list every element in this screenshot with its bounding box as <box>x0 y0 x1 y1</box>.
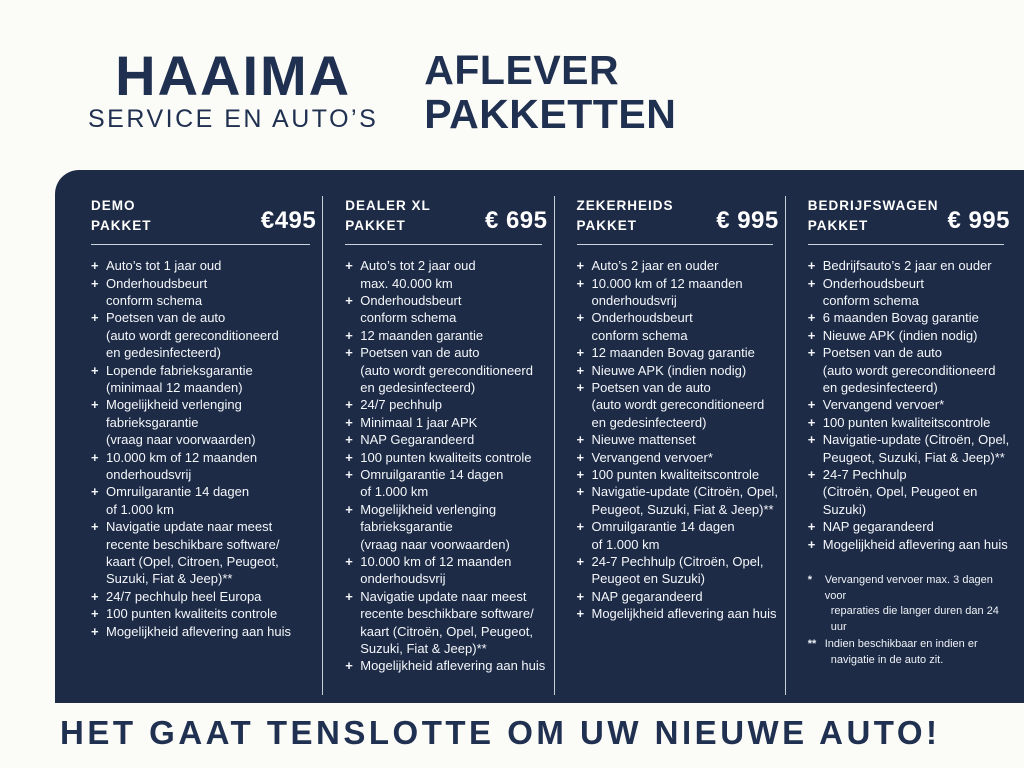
footnote-marker: * <box>807 574 813 587</box>
feature-text: Omruilgarantie 14 dagen of 1.000 km <box>360 467 504 500</box>
feature-text: Nieuwe APK (indien nodig) <box>822 327 978 343</box>
feature-text: 100 punten kwaliteits controle <box>360 449 532 465</box>
feature-item <box>91 362 316 397</box>
package-header <box>808 196 1010 235</box>
feature-text: Mogelijkheid aflevering aan huis <box>822 536 1008 552</box>
plus-marker: + <box>345 554 353 570</box>
feature-text: Mogelijkheid aflevering aan huis <box>591 606 777 622</box>
page-header <box>88 44 677 138</box>
logo-sub-text: SERVICE EN AUTO’S <box>88 105 379 133</box>
feature-item <box>808 309 1010 326</box>
plus-marker: + <box>345 414 353 430</box>
feature-item <box>91 518 316 588</box>
package-name: ZEKERHEIDS PAKKET <box>576 198 674 233</box>
plus-marker: + <box>807 327 816 343</box>
plus-marker: + <box>807 414 816 430</box>
feature-item <box>345 327 547 344</box>
plus-marker: + <box>576 379 585 395</box>
package-column <box>785 196 1016 695</box>
plus-marker: + <box>91 310 99 326</box>
plus-marker: + <box>807 258 816 274</box>
package-underline <box>577 244 773 245</box>
plus-marker: + <box>576 588 585 604</box>
package-underline <box>808 244 1004 245</box>
feature-text: Onderhoudsbeurt conform schema <box>822 275 924 308</box>
plus-marker: + <box>576 484 585 500</box>
plus-marker: + <box>345 345 353 361</box>
footnote <box>808 637 1010 668</box>
feature-item <box>808 327 1010 344</box>
package-header <box>91 196 316 235</box>
plus-marker: + <box>807 432 816 448</box>
feature-item <box>345 588 547 658</box>
plus-marker: + <box>91 623 99 639</box>
plus-marker: + <box>807 519 816 535</box>
feature-item <box>808 414 1010 431</box>
plus-marker: + <box>345 292 353 308</box>
feature-item <box>91 396 316 448</box>
plus-marker: + <box>576 554 585 570</box>
feature-text: Vervangend vervoer* <box>591 449 713 465</box>
footnote-text: Indien beschikbaar en indien er navigatie in de auto zit. <box>824 638 978 666</box>
feature-text: 24-7 Pechhulp (Citroën, Opel, Peugeot en Suzuki) <box>822 467 978 517</box>
page-title-line2: PAKKETTEN <box>424 91 677 138</box>
plus-marker: + <box>576 362 585 378</box>
feature-item <box>345 414 547 431</box>
feature-item <box>808 257 1010 274</box>
page-title-line1: AFLEVER <box>424 47 620 93</box>
feature-text: 10.000 km of 12 maanden onderhoudsvrij <box>591 275 743 308</box>
plus-marker: + <box>807 275 816 291</box>
feature-text: 24/7 pechhulp <box>360 397 442 413</box>
feature-text: 100 punten kwaliteitscontrole <box>822 414 991 430</box>
packages-panel <box>55 170 1024 703</box>
package-header <box>345 196 547 235</box>
feature-text: NAP gegarandeerd <box>591 588 703 604</box>
plus-marker: + <box>576 258 585 274</box>
feature-item <box>91 257 316 274</box>
footnote-marker: ** <box>807 638 817 651</box>
feature-text: 10.000 km of 12 maanden onderhoudsvrij <box>106 449 258 482</box>
feature-item <box>345 344 547 396</box>
feature-item <box>577 605 779 622</box>
feature-item <box>577 449 779 466</box>
feature-text: NAP Gegarandeerd <box>360 432 475 448</box>
feature-text: Mogelijkheid aflevering aan huis <box>360 658 546 674</box>
plus-marker: + <box>345 467 353 482</box>
plus-marker: + <box>91 397 99 413</box>
feature-item <box>91 483 316 518</box>
feature-item <box>577 257 779 274</box>
plus-marker: + <box>576 310 585 326</box>
haaima-logo <box>88 44 379 134</box>
plus-marker: + <box>345 501 353 517</box>
feature-text: Onderhoudsbeurt conform schema <box>591 310 693 343</box>
feature-item <box>577 483 779 518</box>
package-underline <box>345 244 541 245</box>
feature-item <box>808 344 1010 396</box>
package-feature-list <box>91 257 316 640</box>
plus-marker: + <box>807 536 816 552</box>
feature-text: Omruilgarantie 14 dagen of 1.000 km <box>106 484 250 517</box>
package-column <box>322 196 553 695</box>
feature-text: Bedrijfsauto’s 2 jaar en ouder <box>822 258 992 274</box>
feature-item <box>345 257 547 292</box>
feature-text: Mogelijkheid verlenging fabrieksgarantie (vraag naar voorwaarden) <box>360 501 510 552</box>
package-price: € 695 <box>484 207 548 235</box>
package-price: € 995 <box>947 207 1010 235</box>
plus-marker: + <box>576 275 585 291</box>
plus-marker: + <box>345 588 353 604</box>
feature-item <box>577 379 779 431</box>
package-feature-list <box>808 257 1010 553</box>
plus-marker: + <box>91 484 99 500</box>
feature-text: Poetsen van de auto (auto wordt gereconditioneerd en gedesinfecteerd) <box>822 345 996 395</box>
feature-text: 10.000 km of 12 maanden onderhoudsvrij <box>360 554 512 587</box>
plus-marker: + <box>576 467 585 482</box>
plus-marker: + <box>345 397 353 413</box>
feature-text: Nieuwe mattenset <box>591 432 696 448</box>
package-underline <box>91 244 310 245</box>
feature-text: Poetsen van de auto (auto wordt gereconditioneerd en gedesinfecteerd) <box>360 345 533 395</box>
package-column <box>554 196 785 695</box>
bottom-tagline: HET GAAT TENSLOTTE OM UW NIEUWE AUTO! <box>60 714 941 751</box>
feature-item <box>577 518 779 553</box>
plus-marker: + <box>345 258 353 274</box>
feature-text: 100 punten kwaliteitscontrole <box>591 467 760 482</box>
feature-text: Navigatie update naar meest recente beschikbare software/ kaart (Citroën, Opel, Peugeot, Suzuki, Fiat & Jeep)** <box>360 588 534 657</box>
feature-text: Vervangend vervoer* <box>822 397 945 413</box>
feature-text: Navigatie update naar meest recente beschikbare software/ kaart (Opel, Citroen, Peugeot, Suzuki, Fiat & Jeep)** <box>106 519 280 587</box>
plus-marker: + <box>576 345 585 361</box>
feature-text: Mogelijkheid aflevering aan huis <box>106 623 292 639</box>
page-title <box>424 48 676 137</box>
plus-marker: + <box>91 362 99 378</box>
logo-main-text: HAAIMA <box>115 44 352 107</box>
feature-text: Onderhoudsbeurt conform schema <box>106 275 208 308</box>
package-name: DEALER XL PAKKET <box>345 198 431 233</box>
feature-item <box>91 309 316 361</box>
feature-item <box>808 396 1010 413</box>
feature-text: 6 maanden Bovag garantie <box>822 310 979 326</box>
package-price: €495 <box>260 207 317 235</box>
feature-text: 24/7 pechhulp heel Europa <box>106 588 262 604</box>
feature-item <box>808 275 1010 310</box>
feature-item <box>91 588 316 605</box>
package-footnotes <box>808 573 1010 668</box>
footnote-text: Vervangend vervoer max. 3 dagen voor reparaties die langer duren dan 24 uur <box>824 574 999 633</box>
plus-marker: + <box>345 449 353 465</box>
feature-item <box>345 449 547 466</box>
feature-text: Auto’s tot 2 jaar oud max. 40.000 km <box>360 258 476 291</box>
feature-item <box>345 501 547 553</box>
footnote <box>808 573 1010 635</box>
feature-text: Nieuwe APK (indien nodig) <box>591 362 747 378</box>
feature-item <box>345 431 547 448</box>
plus-marker: + <box>576 606 585 622</box>
feature-item <box>91 275 316 310</box>
feature-item <box>808 466 1010 518</box>
feature-text: Poetsen van de auto (auto wordt gereconditioneerd en gedesinfecteerd) <box>106 310 279 361</box>
feature-item <box>91 449 316 484</box>
plus-marker: + <box>91 275 99 291</box>
feature-item <box>91 605 316 622</box>
feature-item <box>577 275 779 310</box>
feature-text: 12 maanden garantie <box>360 327 484 343</box>
feature-item <box>577 553 779 588</box>
feature-item <box>808 431 1010 466</box>
feature-item <box>577 431 779 448</box>
feature-text: Navigatie-update (Citroën, Opel, Peugeot, Suzuki, Fiat & Jeep)** <box>591 484 778 517</box>
feature-item <box>345 466 547 501</box>
package-price: € 995 <box>716 207 779 235</box>
feature-text: NAP gegarandeerd <box>822 519 934 535</box>
plus-marker: + <box>91 606 99 622</box>
plus-marker: + <box>91 588 99 604</box>
plus-marker: + <box>91 258 99 274</box>
feature-text: 12 maanden Bovag garantie <box>591 345 755 361</box>
plus-marker: + <box>576 432 585 448</box>
plus-marker: + <box>576 449 585 465</box>
feature-text: 100 punten kwaliteits controle <box>106 606 278 622</box>
package-feature-list <box>577 257 779 623</box>
feature-item <box>577 466 779 483</box>
plus-marker: + <box>345 432 353 448</box>
plus-marker: + <box>807 397 816 413</box>
feature-item <box>577 362 779 379</box>
plus-marker: + <box>807 345 816 361</box>
feature-item <box>577 588 779 605</box>
plus-marker: + <box>91 519 99 535</box>
feature-item <box>91 623 316 640</box>
feature-text: Auto’s 2 jaar en ouder <box>591 258 719 274</box>
plus-marker: + <box>91 449 99 465</box>
plus-marker: + <box>345 327 353 343</box>
feature-text: Onderhoudsbeurt conform schema <box>360 292 462 326</box>
feature-item <box>808 536 1010 553</box>
feature-item <box>345 396 547 413</box>
feature-text: Navigatie-update (Citroën, Opel, Peugeot, Suzuki, Fiat & Jeep)** <box>822 432 1010 465</box>
feature-item <box>577 309 779 344</box>
feature-text: Poetsen van de auto (auto wordt gereconditioneerd en gedesinfecteerd) <box>591 379 765 430</box>
feature-item <box>345 553 547 588</box>
plus-marker: + <box>345 658 353 674</box>
feature-text: Auto’s tot 1 jaar oud <box>106 258 222 274</box>
package-name: DEMO PAKKET <box>91 198 152 233</box>
package-name: BEDRIJFSWAGEN PAKKET <box>807 198 939 233</box>
feature-text: 24-7 Pechhulp (Citroën, Opel, Peugeot en Suzuki) <box>591 554 764 587</box>
feature-item <box>808 518 1010 535</box>
plus-marker: + <box>807 310 816 326</box>
feature-item <box>345 292 547 327</box>
package-header <box>577 196 779 235</box>
package-feature-list <box>345 257 547 675</box>
feature-item <box>577 344 779 361</box>
feature-text: Minimaal 1 jaar APK <box>360 414 478 430</box>
plus-marker: + <box>807 467 816 482</box>
package-column <box>91 196 322 695</box>
feature-text: Lopende fabrieksgarantie (minimaal 12 maanden) <box>106 362 253 395</box>
feature-text: Mogelijkheid verlenging fabrieksgarantie (vraag naar voorwaarden) <box>106 397 256 448</box>
plus-marker: + <box>576 519 585 535</box>
feature-text: Omruilgarantie 14 dagen of 1.000 km <box>591 519 735 552</box>
feature-item <box>345 657 547 674</box>
